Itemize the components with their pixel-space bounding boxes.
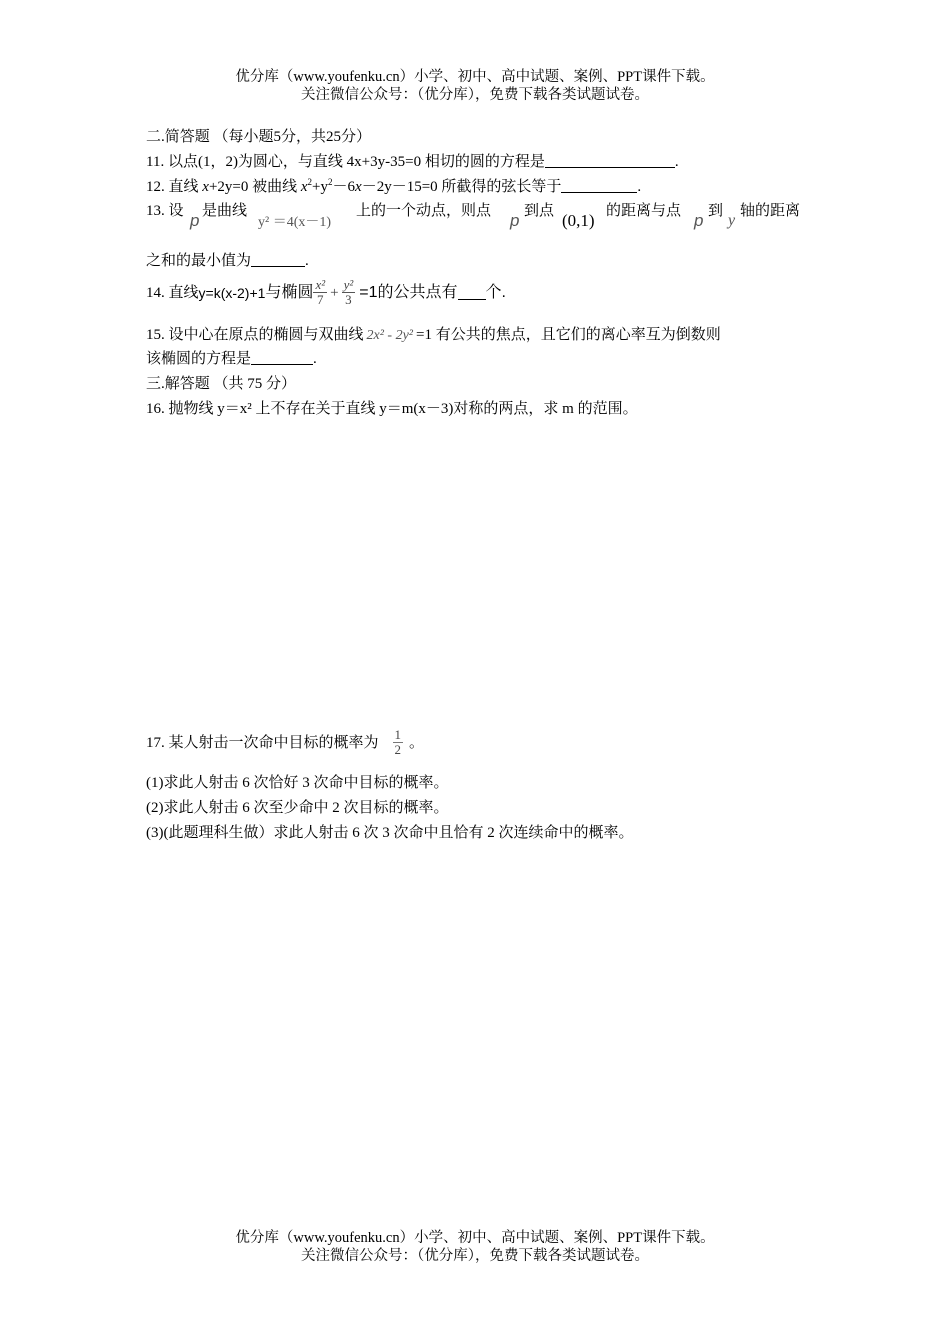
question-16: 16. 抛物线 y＝x² 上不存在关于直线 y＝m(x－3)对称的两点，求 m 的范围。 — [146, 401, 638, 417]
q12-sup2: 2 — [328, 177, 333, 187]
footer-line-1: 优分库（www.youfenku.cn）小学、初中、高中试题、案例、PPT课件下载。 — [235, 1230, 715, 1246]
page-footer — [0, 1229, 950, 1265]
question-12 — [146, 176, 641, 198]
q14-text-4: 个. — [485, 283, 506, 301]
q14-text-3: =1的公共点有 — [359, 283, 458, 301]
q13-text-5: 的距离与点 — [606, 203, 682, 219]
q14-fraction-y — [342, 278, 356, 307]
question-15-line-2 — [146, 348, 317, 370]
q15-end: . — [313, 351, 317, 367]
question-14 — [146, 278, 506, 320]
q13-var-p: p — [190, 211, 200, 230]
question-17-part-1: (1)求此人射击 6 次恰好 3 次命中目标的概率。 — [146, 775, 449, 791]
q14-answer-blank — [458, 285, 486, 300]
question-11 — [146, 151, 679, 173]
q12-sup: 2 — [307, 177, 313, 187]
question-13 — [146, 200, 811, 236]
q17-frac-numerator: 1 — [394, 727, 402, 742]
q13-text-4: 到点 — [524, 203, 555, 219]
q12-text-5: －2y－15=0 所截得的弦长等于 — [361, 179, 562, 195]
q12-var-x: x — [202, 179, 209, 195]
q12-end: . — [637, 179, 642, 195]
q12-text-1: 12. 直线 — [146, 179, 203, 195]
q13-var-p-3: p — [694, 211, 704, 230]
section-2-title: 二.简答题 （每小题5分，共25分） — [146, 129, 372, 145]
q14-text-1: 14. 直线 — [146, 284, 199, 301]
q13-text-2: 是曲线 — [202, 203, 248, 219]
q17-text-2: 。 — [409, 734, 425, 751]
q13-line2-text: 之和的最小值为 — [146, 253, 252, 269]
q13-text-3: 上的一个动点，则点 — [356, 203, 492, 219]
q15-hyperbola-expression: 2x² - 2y² — [366, 328, 413, 343]
q14-frac-y-numerator: y² — [343, 277, 354, 292]
q13-var-y: y — [728, 212, 736, 229]
q12-text-2: +2y=0 被曲线 — [208, 179, 301, 195]
q11-answer-blank — [545, 153, 675, 168]
q17-probability-fraction — [393, 728, 404, 757]
q17-frac-denominator: 2 — [394, 742, 402, 757]
q13-text-1: 13. 设 — [146, 203, 184, 219]
question-13-line-2 — [146, 250, 309, 272]
q15-text-2: =1 有公共的焦点，且它们的离心率互为倒数则 — [416, 327, 721, 343]
question-17 — [146, 728, 424, 768]
q15-answer-blank — [251, 350, 313, 365]
q12-text-3: +y — [312, 179, 328, 195]
q13-end: . — [305, 253, 309, 269]
question-17-part-3: (3)(此题理科生做）求此人射击 6 次 3 次命中且恰有 2 次连续命中的概率。 — [146, 825, 634, 841]
page-header — [0, 68, 950, 104]
q12-text-4: －6 — [332, 179, 356, 195]
q12-var-x2: x — [300, 179, 308, 195]
q13-answer-blank — [251, 252, 305, 267]
q12-var-x3: x — [355, 179, 362, 195]
q17-text-1: 17. 某人射击一次命中目标的概率为 — [146, 734, 379, 751]
q15-text-1: 15. 设中心在原点的椭圆与双曲线 — [146, 327, 364, 343]
question-17-part-2: (2)求此人射击 6 次至少命中 2 次目标的概率。 — [146, 800, 449, 816]
q14-line-equation: y=k(x-2)+1 — [198, 284, 266, 301]
q13-curve-equation: y² ＝4(x－1) — [258, 215, 332, 230]
header-line-1: 优分库（www.youfenku.cn）小学、初中、高中试题、案例、PPT课件下载。 — [235, 69, 715, 85]
q13-text-7: 轴的距离 — [740, 203, 801, 219]
q13-text-6: 到 — [708, 203, 724, 219]
q14-plus: + — [330, 284, 339, 301]
q14-frac-y-denominator: 3 — [345, 292, 352, 307]
q11-text: 11. 以点(1，2)为圆心，与直线 4x+3y-35=0 相切的圆的方程是 — [146, 154, 545, 170]
footer-line-2: 关注微信公众号：（优分库），免费下载各类试题试卷。 — [301, 1248, 649, 1264]
q13-var-p-2: p — [510, 211, 520, 230]
q14-frac-x-numerator: x² — [315, 277, 326, 292]
q14-frac-x-denominator: 7 — [317, 292, 324, 307]
q15-line2-text: 该椭圆的方程是 — [146, 351, 252, 367]
question-15 — [146, 324, 721, 347]
header-line-2: 关注微信公众号：（优分库），免费下载各类试题试卷。 — [301, 87, 649, 103]
section-3-title: 三.解答题 （共 75 分） — [146, 376, 297, 392]
q12-answer-blank — [561, 178, 637, 193]
q11-end: . — [674, 154, 679, 170]
q14-text-2: 与椭圆 — [265, 283, 314, 301]
q14-fraction-x — [313, 278, 327, 307]
q13-point: (0,1) — [562, 211, 595, 230]
